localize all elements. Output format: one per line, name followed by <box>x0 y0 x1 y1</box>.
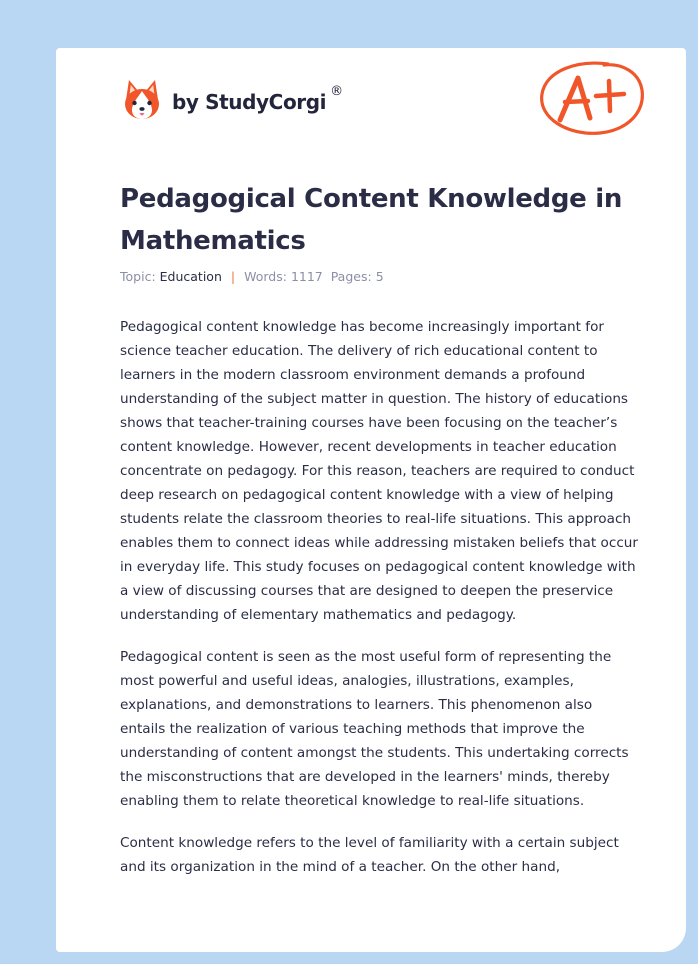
brand-header[interactable] <box>122 78 343 122</box>
words-label: Words: <box>244 269 287 284</box>
pages-count: 5 <box>375 269 384 284</box>
document-page <box>56 48 686 952</box>
words-count: 1117 <box>290 269 323 284</box>
topic-link[interactable]: Education <box>159 269 222 284</box>
page-title: Pedagogical Content Knowledge in Mathematics <box>120 184 623 256</box>
pages-label: Pages: <box>330 269 372 284</box>
paragraph: Pedagogical content is seen as the most useful form of representing the most powerful and useful ideas, analogies, illustrations, examples, explanations, and demonstrations to learners. This phenomenon also entails the realization of various teaching methods that improve the understanding of content amongst the students. This undertaking corrects the misconstructions that are developed in the learners' minds, thereby enabling them to relate theoretical knowledge to real-life situations. <box>120 649 629 809</box>
paragraph: Content knowledge refers to the level of familiarity with a certain subject and its organization in the mind of a teacher. On the other hand, <box>120 835 619 875</box>
document-meta <box>120 269 384 284</box>
registered-mark: ® <box>330 83 344 99</box>
paragraph: Pedagogical content knowledge has become increasingly important for science teacher education. The delivery of rich educational content to learners in the modern classroom environment demands a profound understanding of the subject matter in question. The history of educations shows that teacher-training courses have been focusing on the teacher’s content knowledge. However, recent developments in teacher education concentrate on pedagogy. For this reason, teachers are required to conduct deep research on pedagogical content knowledge with a view of helping students relate the classroom theories to real-life situations. This approach enables them to connect ideas while addressing mistaken beliefs that occur in everyday life. This study focuses on pedagogical content knowledge with a view of discussing courses that are designed to deepen the preservice understanding of elementary mathematics and pedagogy. <box>120 319 638 623</box>
corgi-logo-icon <box>122 78 162 122</box>
topic-label: Topic: <box>120 269 156 284</box>
document-body <box>120 315 640 897</box>
brand-name: by StudyCorgi <box>172 90 327 114</box>
a-plus-grade-icon <box>538 58 648 140</box>
meta-separator: | <box>230 269 236 284</box>
